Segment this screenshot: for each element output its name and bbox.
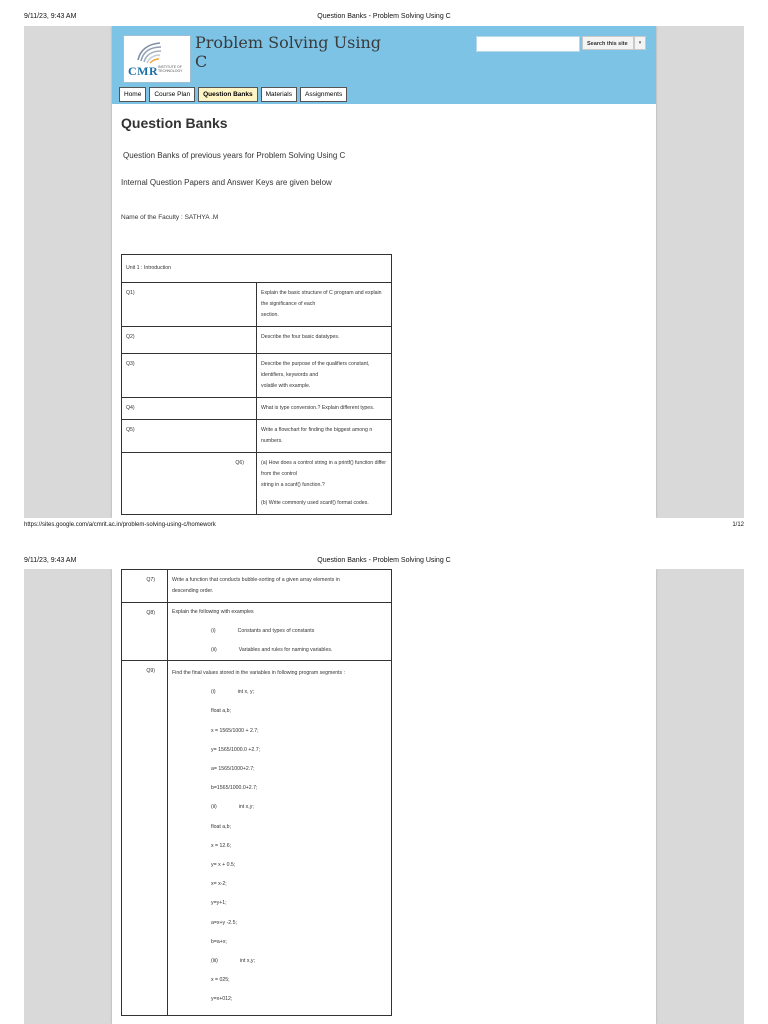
question-text — [257, 398, 392, 420]
faculty-name: Name of the Faculty : SATHYA .M — [121, 214, 219, 221]
table-row — [122, 661, 392, 1016]
print-date: 9/11/23, 9:43 AM — [24, 13, 77, 20]
code-text: int x, y; — [237, 689, 255, 696]
question-line: Describe the purpose of the qualifiers constant, identifiers, keywords and — [261, 361, 370, 378]
question-text — [257, 283, 392, 327]
question-number: Q5) — [122, 420, 257, 453]
code-line: y= x + 0.5; — [211, 862, 236, 869]
question-line — [172, 646, 387, 655]
question-line: What is type conversion.? Explain different types. — [261, 405, 375, 411]
item-marker: (i) — [211, 689, 216, 696]
unit1-question-table — [121, 254, 392, 515]
nav-materials[interactable]: Materials — [261, 87, 297, 102]
question-text — [168, 661, 392, 1016]
table-row — [122, 354, 392, 398]
question-line: (a) How does a control string in a printf() function differ from the control — [261, 460, 387, 477]
table-row — [122, 327, 392, 354]
question-text — [257, 420, 392, 453]
nav-home[interactable]: Home — [119, 87, 146, 102]
print-footer — [0, 520, 768, 532]
question-line: Write a flowchart for finding the biggest among n numbers. — [261, 427, 373, 444]
page-1-viewport — [24, 26, 744, 518]
nav-question-banks[interactable]: Question Banks — [198, 87, 257, 102]
code-text: int x,y; — [238, 804, 254, 811]
nav-course-plan[interactable]: Course Plan — [149, 87, 195, 102]
code-line: y= 1565/1000.0 +2.7; — [211, 746, 261, 753]
question-line — [172, 627, 387, 636]
question-number: Q9) — [122, 661, 168, 1016]
code-line: b=1565/1000.0+2.7; — [211, 785, 258, 792]
code-line: x = 1565/1000 + 2.7; — [211, 727, 259, 734]
info-text: Internal Question Papers and Answer Keys are given below — [121, 178, 332, 187]
question-number: Q4) — [122, 398, 257, 420]
table-row — [122, 570, 392, 603]
item-marker: (i) — [211, 628, 216, 634]
code-line: a= 1565/1000+2.7; — [211, 766, 255, 773]
question-line: (b) Write commonly used scanf() format codes. — [261, 500, 369, 506]
code-line — [172, 798, 387, 817]
question-line: Write a function that conducts bubble-sorting of a given array elements in — [172, 577, 340, 583]
table-row — [122, 398, 392, 420]
item-marker: (ii) — [211, 647, 217, 653]
question-line: descending order. — [172, 588, 214, 594]
question-text — [257, 327, 392, 354]
site-title[interactable]: Problem Solving Using C — [195, 33, 381, 71]
unit-title: Unit 1 : Introduction — [122, 255, 392, 283]
question-line: volatile with example. — [261, 383, 311, 389]
question-number: Q7) — [122, 570, 168, 603]
print-date: 9/11/23, 9:43 AM — [24, 557, 77, 564]
search-button[interactable]: Search this site — [582, 36, 634, 50]
question-line: string in a scanf() function.? — [261, 482, 325, 488]
question-line: Explain the following with examples — [172, 609, 254, 615]
code-line: x = 025; — [211, 977, 230, 984]
item-text: Variables and rules for naming variables. — [238, 647, 333, 653]
question-line: Describe the four basic datatypes. — [261, 334, 340, 340]
code-line: float a,b; — [211, 823, 231, 830]
site-logo[interactable] — [123, 35, 191, 83]
question-number: Q1) — [122, 283, 257, 327]
code-line — [172, 683, 387, 702]
question-number: Q8) — [122, 603, 168, 661]
item-marker: (iii) — [211, 958, 218, 965]
table-row — [122, 255, 392, 283]
code-line: y=y+1; — [211, 900, 227, 907]
print-doc-title: Question Banks - Problem Solving Using C — [317, 13, 451, 20]
page-content — [112, 26, 656, 518]
logo-tagline: INSTITUTE OF TECHNOLOGY — [158, 65, 183, 73]
question-line: section. — [261, 312, 279, 318]
logo-text: CMR — [128, 64, 159, 78]
item-text: Constants and types of constants — [237, 628, 315, 634]
site-nav — [119, 87, 347, 102]
print-header — [0, 10, 768, 24]
print-url: https://sites.google.com/a/cmrit.ac.in/problem-solving-using-c/homework — [24, 522, 216, 528]
nav-assignments[interactable]: Assignments — [300, 87, 347, 102]
question-number: Q6) — [122, 453, 257, 515]
question-text — [168, 603, 392, 661]
search-dropdown-icon[interactable]: ▾ — [634, 36, 646, 50]
question-line: Explain the basic structure of C program and explain the significance of each — [261, 290, 382, 307]
page-title: Question Banks — [121, 115, 228, 131]
question-text — [257, 354, 392, 398]
code-line: x= x-2; — [211, 881, 227, 888]
page-content — [112, 569, 656, 1024]
question-number: Q3) — [122, 354, 257, 398]
page-2-viewport — [24, 569, 744, 1024]
code-line: b=a+x; — [211, 938, 227, 945]
table-row — [122, 453, 392, 515]
logo-swirl-icon — [134, 40, 164, 64]
intro-text: Question Banks of previous years for Problem Solving Using C — [123, 151, 346, 160]
code-line: float a,b; — [211, 708, 231, 715]
question-line: Find the final values stored in the variables in following program segments : — [172, 670, 346, 676]
question-number: Q2) — [122, 327, 257, 354]
item-marker: (ii) — [211, 804, 217, 811]
question-text — [168, 570, 392, 603]
unit1-question-table-continued — [121, 569, 392, 1016]
search-input[interactable] — [476, 36, 580, 52]
table-row — [122, 283, 392, 327]
print-doc-title: Question Banks - Problem Solving Using C — [317, 557, 451, 564]
code-line: a=x+y -2.5; — [211, 919, 237, 926]
site-header — [112, 26, 656, 104]
table-row — [122, 603, 392, 661]
print-header-2 — [0, 554, 768, 568]
code-text: int x,y; — [239, 958, 255, 965]
code-line — [172, 952, 387, 971]
print-page-number: 1/12 — [732, 522, 744, 528]
table-row — [122, 420, 392, 453]
code-line: y=x+012; — [211, 996, 233, 1003]
question-text — [257, 453, 392, 515]
code-line: x = 12.6; — [211, 842, 232, 849]
